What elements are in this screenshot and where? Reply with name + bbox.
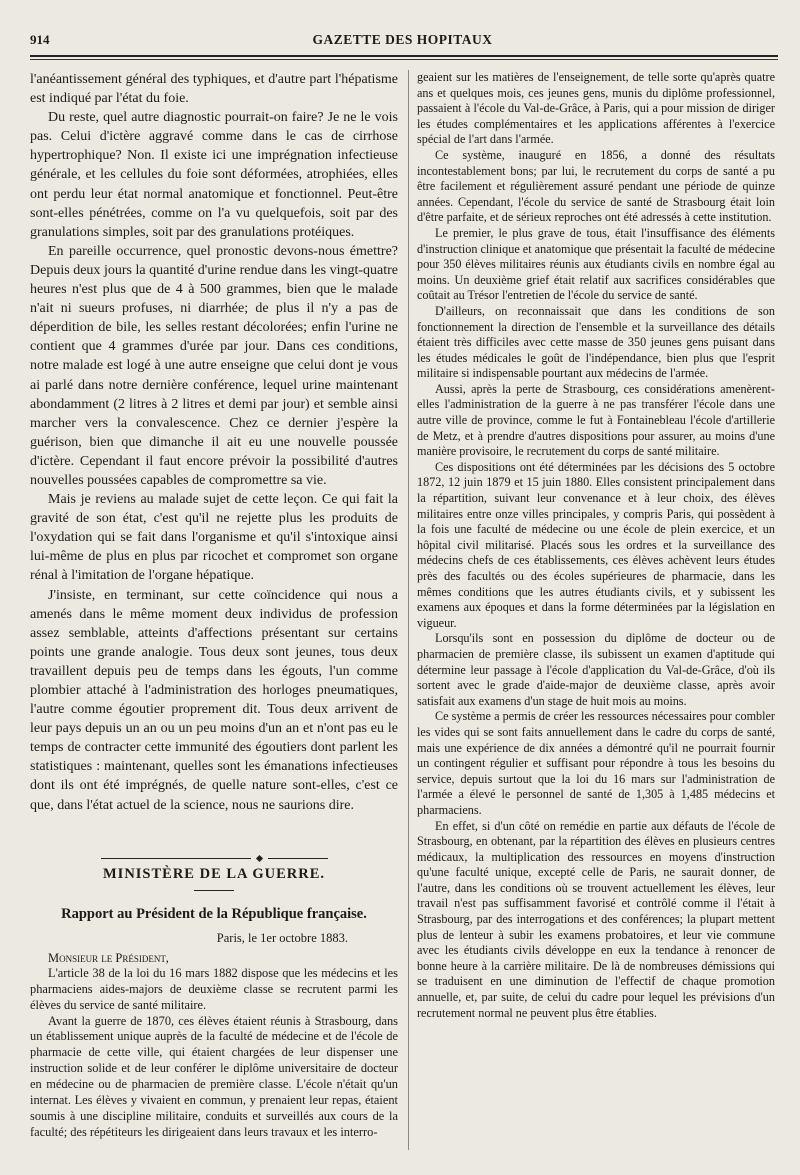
paragraph: J'insiste, en terminant, sur cette coïncidence qui nous a amenés dans le même moment deux individus de profession assez semblable, atteints d'affections présentant sur certains points une grande analogie. Tous deux sont jeunes, tous deux travaillent depuis peu de temps dans les égouts, l'un comme plombier attaché à l'administration des horloges pneumatiques, l'autre comme égoutier proprement dit. Tous deux arrivent de leur pays depuis un an ou un peu moins d'un an et n'ont pas eu le temps de contracter cette immunité des égoutiers dont parlent les statistiques : maintenant, quelles sont les émanations infectieuses dont ils ont été imprégnés, de quelle nature sont-elles, c'est ce que, dans l'état actuel de la science, nous ne saurions dire. [30,587,398,813]
section-separator [30,849,398,857]
paragraph: D'ailleurs, on reconnaissait que dans les conditions de son fonctionnement la direction de l'ensemble et la surveillance des détails étaient très difficiles avec cette masse de 350 jeunes gens puisant dans les études médicales le goût de l'indépendance, bien plus que l'esprit militaire si indispensable pourtant aux médecins de l'armée. [417,303,775,381]
rapport-title: Rapport au Président de la République française. [61,905,367,922]
paragraph: Mais je reviens au malade sujet de cette leçon. Ce qui fait la gravité de son état, c'est qu'il ne rejette plus les produits de l'oxydation qui se fait dans l'organisme et qu'il s'intoxique ainsi lui-même de plus en plus par ricochet et compromet son organe rénal à l'imitation de l'organe hépatique. [30,492,398,584]
journal-title: GAZETTE DES HOPITAUX [312,32,493,47]
paragraph: Aussi, après la perte de Strasbourg, ces considérations amenèrent-elles l'administration de la guerre à ne pas transférer l'école dans une autre ville de province, comme le fut à Fontainebleau l'école d'artillerie de Metz, et à prendre d'autres dispositions pour assurer, au moins d'une manière provisoire, le recrutement du corps de santé militaire. [417,381,775,459]
paragraph: En pareille occurrence, quel pronostic devons-nous émettre? Depuis deux jours la quantité d'urine rendue dans les vingt-quatre heures n'est plus que de 4 à 500 grammes, bien que le malade n'ait ni sueurs profuses, ni diarrhée; de plus il n'y a pas de déperdition de bile, les selles restant décolorées; enfin l'urine ne contient que 4 grammes d'urée par jour. Dans ces conditions, notre malade est logé à une autre enseigne que celui dont je vous ai parlé dans notre dernière conférence, lequel urine maintenant abondamment (2 litres à 2 litres et demi par jour) et semble ainsi marcher vers la convalescence. Chez ce dernier j'espère la guérison, bien que dimanche il ait eu une nouvelle poussée d'ictère. Cependant il faut encore prévoir la possibilité d'autres nouvelles poussées capables de compromettre sa vie. [30,243,398,488]
dateline: Paris, le 1er octobre 1883. [216,930,348,945]
paragraph: Le premier, le plus grave de tous, était l'insuffisance des éléments d'instruction clinique et anatomique que présentait la faculté de médecine pour 350 élèves militaires réunis aux étudiants civils en nombre égal au moins. Un deuxième grief était relatif aux sacrifices considérables que coûtait au Trésor l'entretien de l'école du service de santé. [417,225,775,303]
salutation: Monsieur le Président, [48,950,169,965]
right-column [417,70,775,1021]
column-divider [408,70,409,1150]
paragraph: l'anéantissement général des typhiques, et d'autre part l'hépatisme est indiqué par l'état du foie. [30,72,398,107]
paragraph: Ces dispositions ont été déterminées par les décisions des 5 octobre 1872, 12 juin 1879 et 15 juin 1880. Elles consistent principalement dans la répartition, suivant leur convenance et à leur choix, des élèves militaires entre onze villes principales, y compris Paris, qui possèdent à la fois une faculté de médecine ou une école de plein exercice, et un hôpital civil militarisé. Placés sous les ordres et la surveillance des médecins chefs de ces établissements, ces élèves achèvent leurs études près des facultés ou des écoles supérieures de pharmacie, dans les mêmes conditions que les autres étudiants civils, et y subissent les examens aux époques et dans la forme déterminées par la législation en vigueur. [417,459,775,630]
paragraph: Lorsqu'ils sont en possession du diplôme de docteur ou de pharmacien de première classe, ils subissent un examen d'aptitude qui détermine leur passage à l'école d'application du Val-de-Grâce, d'où ils sortent avec le grade d'aide-major de deuxième classe, après avoir satisfait aux examens d'un stage de huit mois au moins. [417,631,775,708]
page-number: 914 [30,32,50,47]
paragraph: Ce système a permis de créer les ressources nécessaires pour combler les vides qui se sont faits annuellement dans le cadre du corps de santé, mais une expérience de dix années a démontré qu'il ne pourrait fournir un contingent régulier et suffisant pour répondre à tous les besoins du service, depuis surtout que la loi du 16 mars sur l'administration de l'armée a élevé le personnel de santé de 1,305 à 1,485 médecins et pharmaciens. [417,709,775,817]
paragraph: Du reste, quel autre diagnostic pourrait-on faire? Je ne le vois pas. Celui d'ictère aggravé comme dans le cas de cirrhose hypertrophique? Non. Il existe ici une imprégnation infectieuse générale, et les cellules du foie sont déformées, atrophiées, elles ont perdu leur état normal anatomique et fonctionnel. Peut-être sont-elles pénétrées, comme on l'a vu quelquefois, soit par des granulations simples, soit par des granulations protéiques. [30,110,398,240]
header-rule-thin [30,59,778,60]
section-title: MINISTÈRE DE LA GUERRE. [102,865,325,882]
left-column [30,70,398,1141]
paragraph: Avant la guerre de 1870, ces élèves étaient réunis à Strasbourg, dans un établissement unique auprès de la faculté de médecine et de l'école de pharmacie de cette ville, qui étaient chargées de leur dispenser une instruction solide et de leur conférer le diplôme universitaire de docteur en médecine ou de pharmacien de première classe. L'école n'était qu'un internat. Les élèves y vivaient en commun, y prenaient leur repas, étaient soumis à une discipline militaire, conduits et surveillés aux cours de la faculté; des répétiteurs les dirigeaient dans leurs travaux et les interro- [30,1013,398,1139]
paragraph: L'article 38 de la loi du 16 mars 1882 dispose que les médecins et les pharmaciens aides-majors de deuxième classe se recrutent parmi les élèves du service de santé militaire. [30,965,398,1012]
page-header [30,30,775,52]
header-rule-thick [30,55,778,57]
paragraph: En effet, si d'un côté on remédie en partie aux défauts de l'école de Strasbourg, en obtenant, par la répartition des élèves en plusieurs centres médicaux, la multiplication des ressources en moyens d'instruction qu'une faculté unique, excepté celle de Paris, ne saurait donner, de l'autre, dans les conditions où se trouvent actuellement les élèves, leur travail n'est pas suffisamment favorisé et contrôlé comme il l'était à Strasbourg, par des interrogations et des conférences; la plupart mettent plus de lenteur à subir les examens probatoires, et leur vie commune avec les étudiants civils développe en eux la tendance à renoncer de bonne heure à la carrière militaire. De là de nombreuses démissions qui se traduisent en une diminution de l'effectif de chaque promotion annuelle, et, par suite, de celui du cadre pour lequel les prévisions d'un recrutement normal ne peuvent plus être établies. [417,818,775,1020]
paragraph: Ce système, inauguré en 1856, a donné des résultats incontestablement bons; par lui, le recrutement du corps de santé a pu être facilement et régulièrement assuré pendant une période de quinze années. Cependant, l'école du service de santé de Strasbourg était loin d'être parfaite, et de sérieux reproches ont été adressés à cette institution. [417,147,775,225]
title-rule [194,890,234,891]
paragraph: geaient sur les matières de l'enseignement, de telle sorte qu'après quatre ans et quelques mois, ces jeunes gens, munis du diplôme professionnel, passaient à l'école du Val-de-Grâce, à Paris, qui a pour mission de diriger les études complémentaires et les applications afférentes à l'exercice spécial de l'art dans l'armée. [417,70,775,147]
